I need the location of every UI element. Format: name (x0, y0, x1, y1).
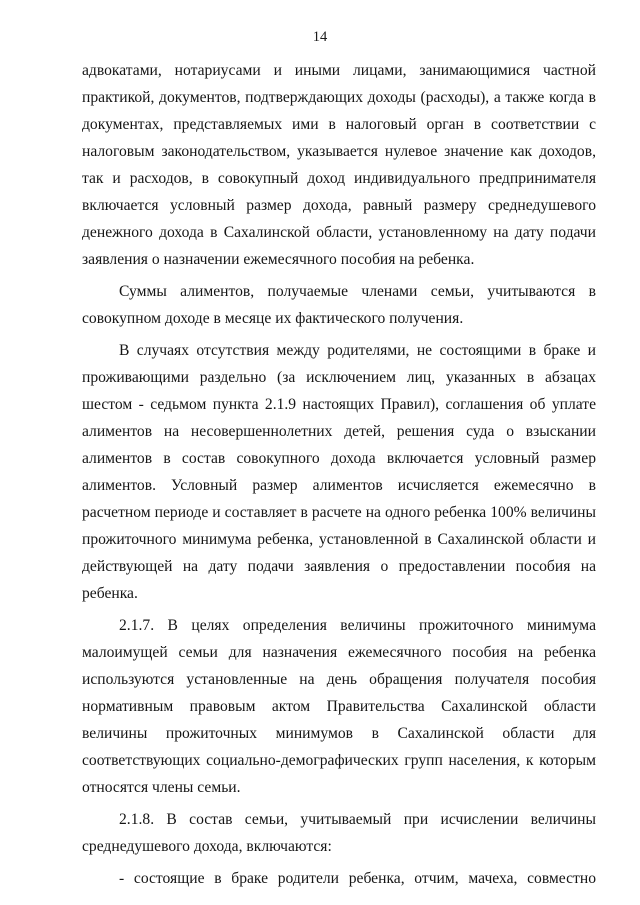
text-line: расчетном периоде и составляет в расчете на одного ребенка 100% величины (82, 504, 596, 521)
text-line: так и расходов, в совокупный доход индивидуального предпринимателя (82, 170, 596, 187)
text-line: денежного дохода в Сахалинской области, установленному на дату подачи (82, 224, 596, 241)
text-line: соответствующих социально-демографических групп населения, к которым (82, 752, 596, 769)
text-line: В случаях отсутствия между родителями, не состоящими в браке и (119, 342, 596, 359)
text-line: документах, представляемых ими в налоговый орган в соответствии с (82, 116, 596, 133)
text-line: среднедушевого дохода, включаются: (82, 838, 332, 855)
page-number: 14 (312, 29, 328, 45)
text-line: относятся члены семьи. (82, 779, 241, 796)
text-line: совокупном доходе в месяце их фактического получения. (82, 310, 464, 327)
text-line: ребенка. (82, 585, 138, 602)
text-line: включается условный размер дохода, равный размеру среднедушевого (82, 197, 596, 214)
text-line: Суммы алиментов, получаемые членами семьи, учитываются в (119, 283, 596, 300)
text-line: алиментов на несовершеннолетних детей, решения суда о взыскании (82, 423, 596, 440)
text-line: налоговым законодательством, указывается нулевое значение как доходов, (82, 143, 596, 160)
text-line: используются установленные на день обращения получателя пособия (82, 671, 596, 688)
text-line: заявления о назначении ежемесячного пособия на ребенка. (82, 251, 475, 268)
text-line: прожиточного минимума ребенка, установленной в Сахалинской области и (82, 531, 596, 548)
text-line: величины прожиточных минимумов в Сахалинской области для (82, 725, 596, 742)
paragraph-conditional-alimony (82, 337, 596, 607)
paragraph-alimony-sums (82, 278, 596, 332)
text-line: действующей на дату подачи заявления о предоставлении пособия на (82, 558, 596, 575)
paragraph-income-condition (82, 57, 596, 273)
text-line: малоимущей семьи для назначения ежемесячного пособия на ребенка (82, 644, 596, 661)
text-line: практикой, документов, подтверждающих доходы (расходы), а также когда в (82, 89, 596, 106)
text-line: 2.1.7. В целях определения величины прожиточного минимума (119, 617, 596, 634)
document-body (82, 57, 596, 892)
paragraph-section-2-1-8 (82, 806, 596, 860)
paragraph-list-item (82, 865, 596, 892)
text-line: алиментов. Условный размер алиментов исчисляется ежемесячно в (82, 477, 596, 494)
text-line: проживающими раздельно (за исключением лиц, указанных в абзацах (82, 369, 596, 386)
text-line: 2.1.8. В состав семьи, учитываемый при исчислении величины (119, 811, 596, 828)
text-line: нормативным правовым актом Правительства Сахалинской области (82, 698, 596, 715)
text-line: - состоящие в браке родители ребенка, отчим, мачеха, совместно (119, 870, 596, 887)
text-line: адвокатами, нотариусами и иными лицами, занимающимися частной (82, 62, 596, 79)
text-line: шестом - седьмом пункта 2.1.9 настоящих Правил), соглашения об уплате (82, 396, 596, 413)
paragraph-section-2-1-7 (82, 612, 596, 801)
text-line: алиментов в состав совокупного дохода включается условный размер (82, 450, 596, 467)
